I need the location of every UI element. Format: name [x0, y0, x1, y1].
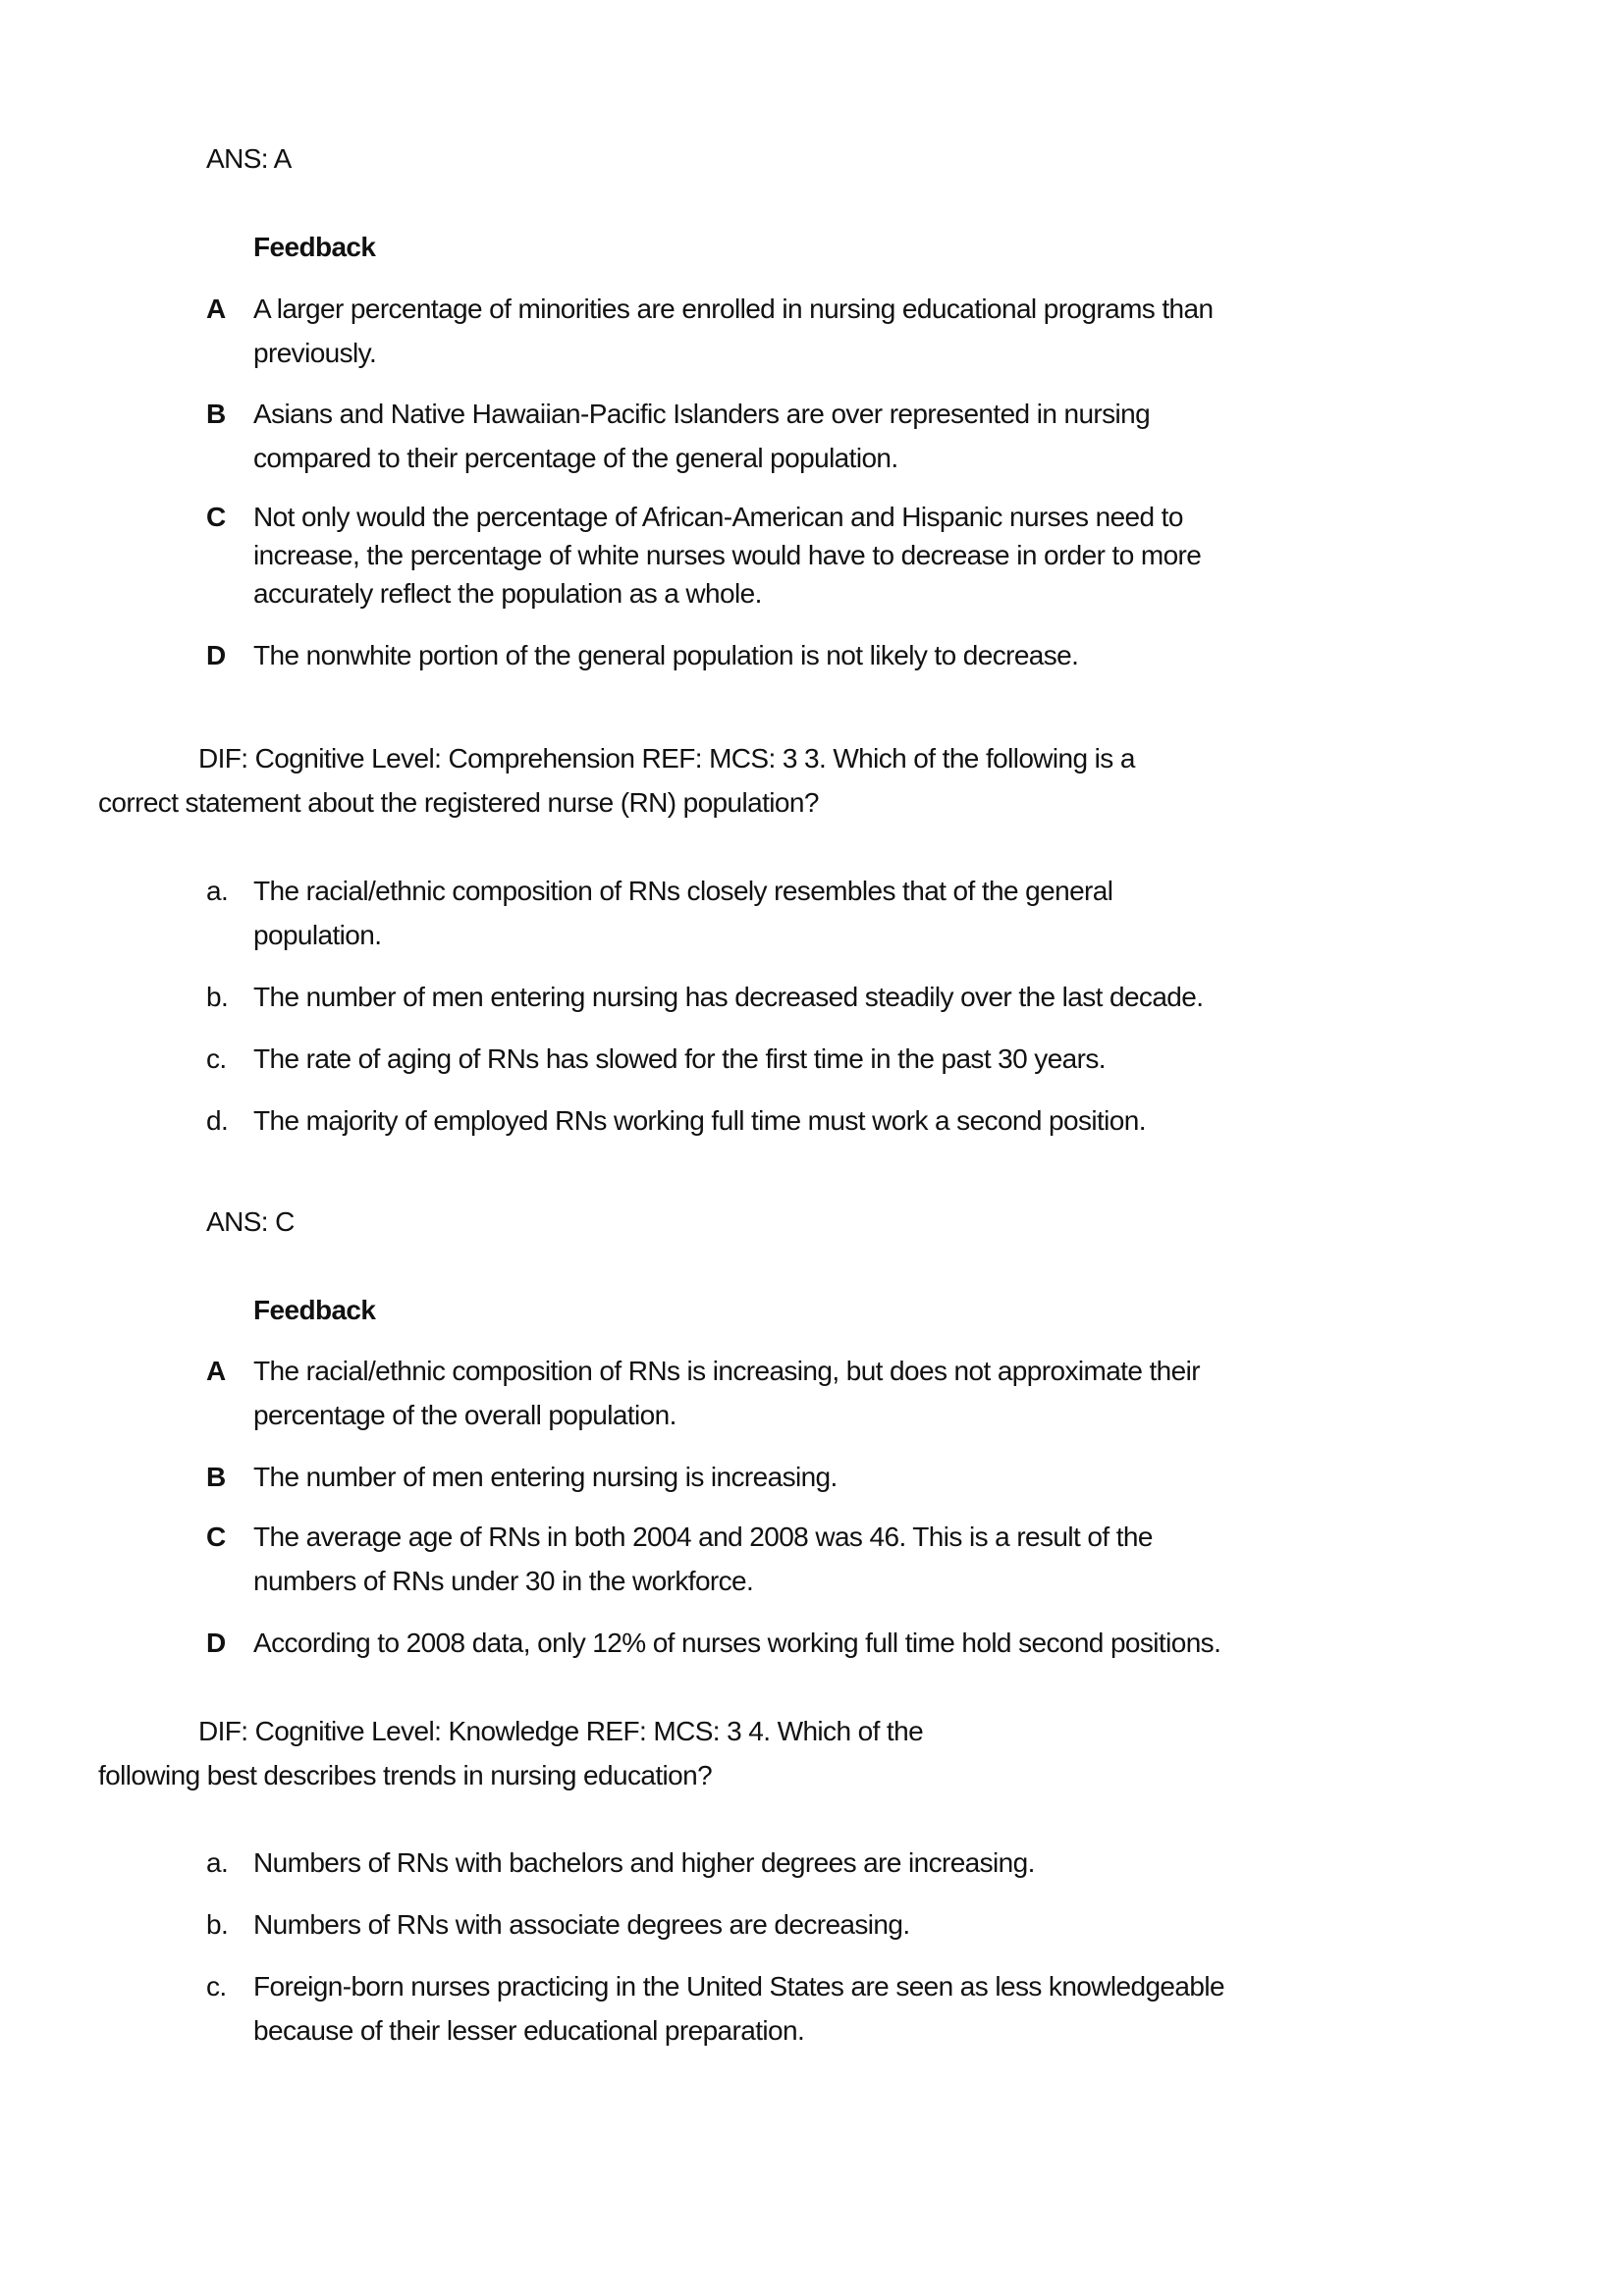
option-text: because of their lesser educational preparation.: [253, 2015, 805, 2046]
option-text: The rate of aging of RNs has slowed for the first time in the past 30 years.: [253, 1043, 1106, 1074]
option-letter: a.: [206, 1847, 229, 1878]
feedback-item-text: The racial/ethnic composition of RNs is increasing, but does not approximate their: [253, 1356, 1200, 1386]
option-letter: d.: [206, 1105, 229, 1136]
feedback-item-letter: A: [206, 1356, 226, 1386]
option-letter: c.: [206, 1043, 227, 1074]
feedback-item-text: numbers of RNs under 30 in the workforce.: [253, 1566, 754, 1596]
feedback-item-letter: A: [206, 294, 226, 324]
feedback-item-text: Asians and Native Hawaiian-Pacific Islanders are over represented in nursing: [253, 399, 1151, 429]
feedback-item-letter: D: [206, 1628, 226, 1658]
option-text: population.: [253, 920, 382, 950]
feedback-item-text: compared to their percentage of the general population.: [253, 443, 898, 473]
feedback-item-letter: B: [206, 1462, 226, 1492]
feedback-item-letter: C: [206, 1522, 226, 1552]
feedback-item-text: Not only would the percentage of African-American and Hispanic nurses need to: [253, 502, 1183, 532]
feedback-heading: Feedback: [253, 232, 376, 262]
feedback-item-text: The average age of RNs in both 2004 and 2008 was 46. This is a result of the: [253, 1522, 1153, 1552]
feedback-item-letter: B: [206, 399, 226, 429]
feedback-item-text: increase, the percentage of white nurses would have to decrease in order to more: [253, 540, 1202, 570]
feedback-item-text: According to 2008 data, only 12% of nurses working full time hold second positions.: [253, 1628, 1221, 1658]
option-text: Numbers of RNs with associate degrees are decreasing.: [253, 1909, 910, 1940]
option-text: The racial/ethnic composition of RNs closely resembles that of the general: [253, 876, 1113, 906]
feedback-item-letter: C: [206, 502, 226, 532]
option-letter: a.: [206, 876, 229, 906]
feedback-item-text: The nonwhite portion of the general population is not likely to decrease.: [253, 640, 1079, 670]
feedback-item-text: The number of men entering nursing is increasing.: [253, 1462, 838, 1492]
dif-line: DIF: Cognitive Level: Knowledge REF: MCS: 3 4. Which of the: [198, 1716, 924, 1746]
option-text: Numbers of RNs with bachelors and higher degrees are increasing.: [253, 1847, 1035, 1878]
answer-key: ANS: C: [206, 1206, 295, 1237]
feedback-item-text: accurately reflect the population as a whole.: [253, 578, 762, 609]
option-text: The number of men entering nursing has decreased steadily over the last decade.: [253, 982, 1204, 1012]
option-letter: b.: [206, 1909, 229, 1940]
answer-key: ANS: A: [206, 143, 292, 174]
feedback-item-text: percentage of the overall population.: [253, 1400, 676, 1430]
feedback-item-letter: D: [206, 640, 226, 670]
feedback-heading: Feedback: [253, 1295, 376, 1325]
feedback-item-text: previously.: [253, 338, 377, 368]
option-text: Foreign-born nurses practicing in the United States are seen as less knowledgeable: [253, 1971, 1224, 2002]
option-letter: c.: [206, 1971, 227, 2002]
feedback-item-text: A larger percentage of minorities are enrolled in nursing educational programs than: [253, 294, 1214, 324]
dif-line: DIF: Cognitive Level: Comprehension REF: MCS: 3 3. Which of the following is a: [198, 743, 1135, 774]
option-text: The majority of employed RNs working full time must work a second position.: [253, 1105, 1146, 1136]
option-letter: b.: [206, 982, 229, 1012]
question-stem: correct statement about the registered nurse (RN) population?: [98, 787, 819, 818]
question-stem: following best describes trends in nursing education?: [98, 1760, 713, 1790]
